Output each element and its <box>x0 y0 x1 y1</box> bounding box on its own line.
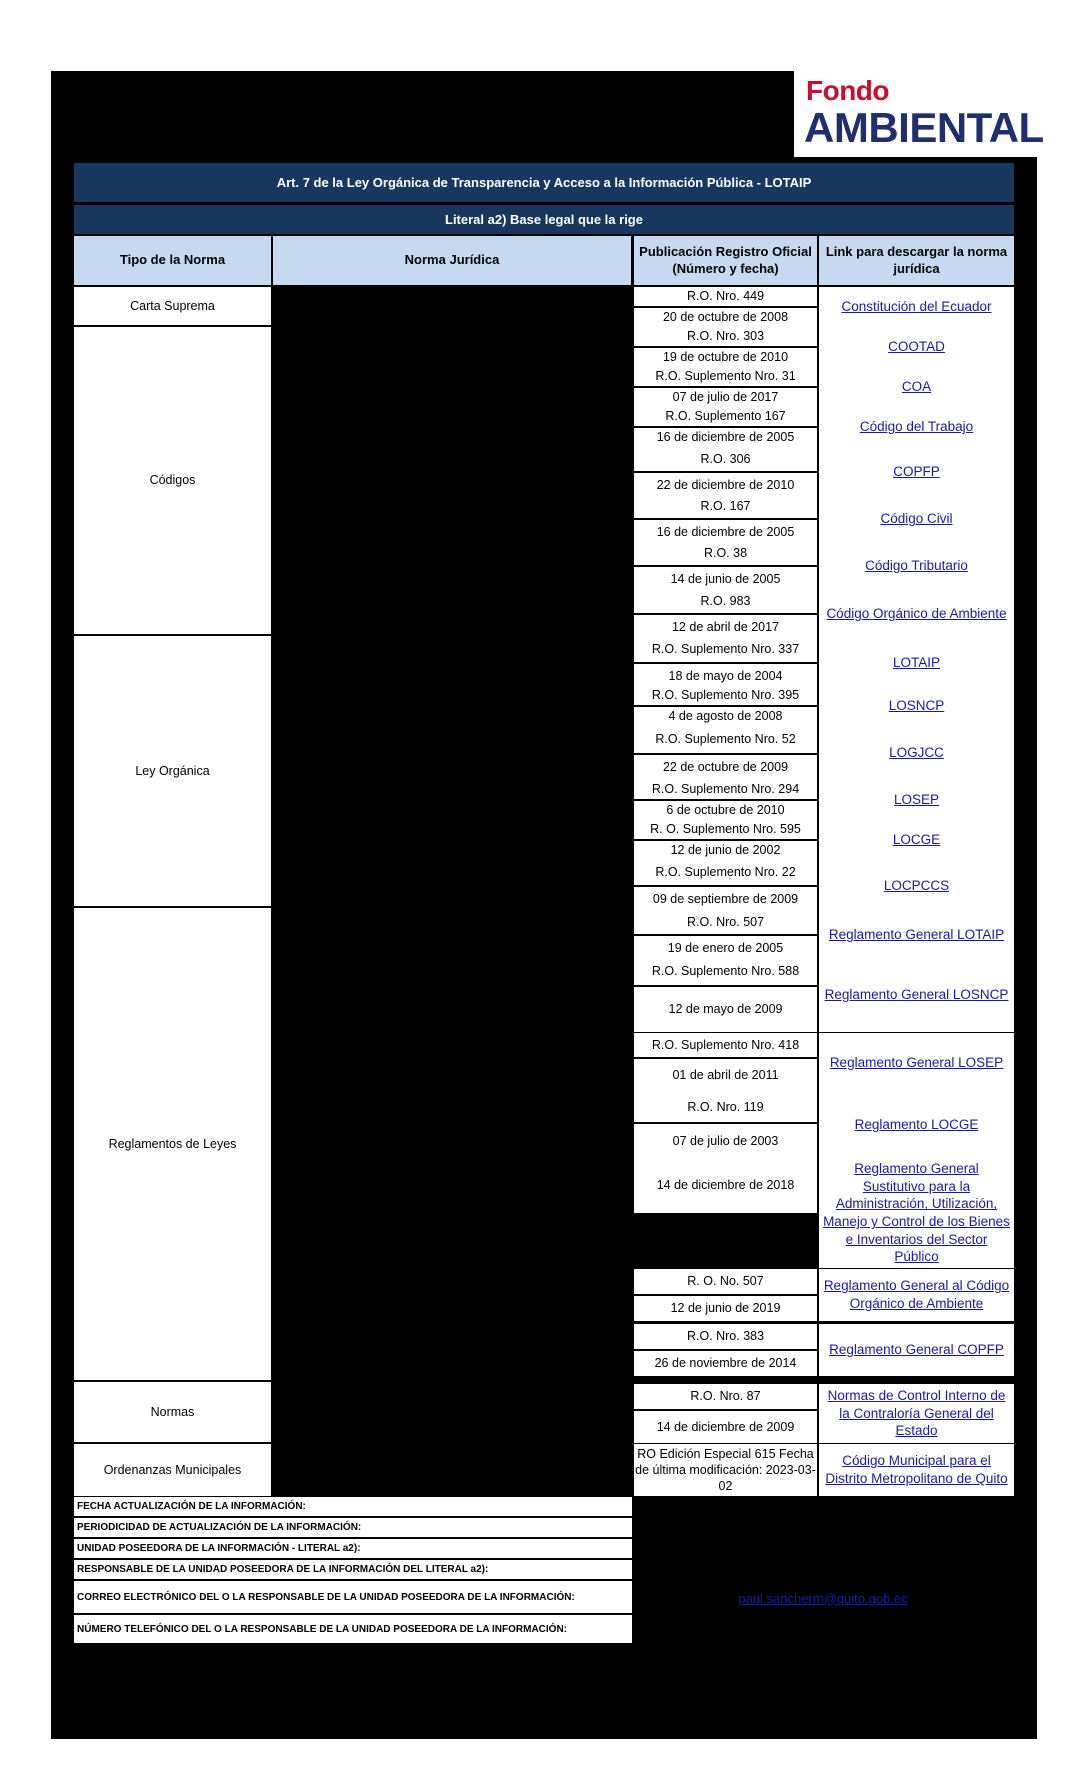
publication-number: R.O. Nro. 507 <box>634 910 817 934</box>
norma-download-link[interactable]: COA <box>819 367 1014 407</box>
table-title: Art. 7 de la Ley Orgánica de Transparencia y Acceso a la Información Pública - LOTAIP <box>74 163 1014 202</box>
publication-date: 12 de junio de 2019 <box>634 1296 817 1321</box>
publication-date: 20 de octubre de 2008 <box>634 308 817 327</box>
norma-download-link[interactable]: COPFP <box>819 447 1014 497</box>
publication-date: 16 de diciembre de 2005 <box>634 428 817 447</box>
publication-number: R.O. 167 <box>634 494 817 518</box>
type-cell: Carta Suprema <box>74 287 271 325</box>
publication-date: 07 de julio de 2003 <box>634 1124 817 1158</box>
publication-date: 22 de octubre de 2009 <box>634 755 817 780</box>
publication-date: 09 de septiembre de 2009 <box>634 887 817 911</box>
publication-date: 12 de abril de 2017 <box>634 615 817 639</box>
footer-label: CORREO ELECTRÓNICO DEL O LA RESPONSABLE DE LA UNIDAD POSEEDORA DE LA INFORMACIÓN: <box>74 1581 632 1613</box>
footer-label: UNIDAD POSEEDORA DE LA INFORMACIÓN - LITERAL a2): <box>74 1539 632 1558</box>
publication-date: 14 de diciembre de 2009 <box>634 1411 817 1443</box>
norma-download-link[interactable]: Código del Trabajo <box>819 407 1014 447</box>
footer-label: FECHA ACTUALIZACIÓN DE LA INFORMACIÓN: <box>74 1497 632 1516</box>
norma-download-link[interactable]: Reglamento General LOTAIP <box>819 910 1014 960</box>
publication-number: R.O. Suplemento Nro. 588 <box>634 958 817 985</box>
publication-number: RO Edición Especial 615 Fecha de última modificación: 2023-03-02 <box>634 1444 817 1496</box>
publication-number: R.O. Nro. 449 <box>634 287 817 306</box>
publication-date: 14 de junio de 2005 <box>634 567 817 591</box>
norma-download-link[interactable]: LOTAIP <box>819 636 1014 689</box>
norma-download-link[interactable]: COOTAD <box>819 327 1014 367</box>
publication-date: 6 de octubre de 2010 <box>634 801 817 820</box>
norma-download-link[interactable]: Reglamento General LOSEP <box>819 1033 1014 1092</box>
type-cell: Normas <box>74 1382 271 1442</box>
norma-download-link[interactable]: Reglamento General COPFP <box>819 1324 1014 1376</box>
type-cell: Ley Orgánica <box>74 636 271 906</box>
publication-date: 14 de diciembre de 2018 <box>634 1158 817 1213</box>
publication-date: 18 de mayo de 2004 <box>634 664 817 689</box>
publication-number: R.O. Suplemento 167 <box>634 407 817 426</box>
publication-number: R.O. Suplemento Nro. 52 <box>634 726 817 753</box>
norma-download-link[interactable]: Código Orgánico de Ambiente <box>819 589 1014 639</box>
norma-download-link[interactable]: LOSNCP <box>819 686 1014 726</box>
footer-label: NÚMERO TELEFÓNICO DEL O LA RESPONSABLE DE LA UNIDAD POSEEDORA DE LA INFORMACIÓN: <box>74 1615 632 1643</box>
publication-number: R.O. Suplemento Nro. 395 <box>634 686 817 705</box>
publication-number: R.O. Nro. 87 <box>634 1384 817 1409</box>
publication-number: R. O. No. 507 <box>634 1269 817 1294</box>
norma-download-link[interactable]: LOCPCCS <box>819 860 1014 911</box>
table-subtitle: Literal a2) Base legal que la rige <box>74 205 1014 234</box>
norma-download-link[interactable]: Normas de Control Interno de la Contraloría General del Estado <box>819 1384 1014 1443</box>
publication-date: 07 de julio de 2017 <box>634 388 817 407</box>
header-norma: Norma Jurídica <box>273 236 631 285</box>
norma-download-link[interactable]: LOGJCC <box>819 726 1014 780</box>
norma-download-link[interactable]: Código Municipal para el Distrito Metropolitano de Quito <box>819 1444 1014 1496</box>
publication-number: R.O. Suplemento Nro. 418 <box>634 1033 817 1057</box>
footer-label: PERIODICIDAD DE ACTUALIZACIÓN DE LA INFORMACIÓN: <box>74 1518 632 1537</box>
footer-label: RESPONSABLE DE LA UNIDAD POSEEDORA DE LA INFORMACIÓN DEL LITERAL a2): <box>74 1560 632 1579</box>
publication-date: 19 de enero de 2005 <box>634 936 817 960</box>
responsable-email-link[interactable]: paul.sancherm@quito.gob.ec <box>738 1590 908 1606</box>
publication-date: 01 de abril de 2011 <box>634 1059 817 1092</box>
norma-download-link[interactable]: Reglamento General LOSNCP <box>819 958 1014 1032</box>
norma-download-link[interactable]: Reglamento LOCGE <box>819 1092 1014 1158</box>
publication-date: 4 de agosto de 2008 <box>634 707 817 726</box>
publication-number: R.O. 38 <box>634 541 817 565</box>
norma-download-link[interactable]: Código Tributario <box>819 541 1014 591</box>
norma-download-link[interactable]: LOSEP <box>819 780 1014 820</box>
publication-number: R.O. Suplemento Nro. 31 <box>634 367 817 386</box>
fondo-ambiental-logo: Fondo AMBIENTAL <box>794 71 1038 157</box>
norma-download-link[interactable]: Reglamento General Sustitutivo para la Administración, Utilización, Manejo y Control de los Bienes e Inventarios del Sector Público <box>819 1158 1014 1268</box>
publication-date: 22 de diciembre de 2010 <box>634 473 817 497</box>
norma-download-link[interactable]: Constitución del Ecuador <box>819 287 1014 327</box>
publication-number: R.O. Suplemento Nro. 294 <box>634 780 817 799</box>
publication-date: 19 de octubre de 2010 <box>634 348 817 367</box>
publication-number: R.O. Suplemento Nro. 22 <box>634 860 817 885</box>
publication-number: R.O. Nro. 383 <box>634 1324 817 1349</box>
publication-number: R.O. Nro. 303 <box>634 327 817 346</box>
type-cell: Reglamentos de Leyes <box>74 908 271 1380</box>
publication-number: R.O. Suplemento Nro. 337 <box>634 636 817 662</box>
publication-date: 16 de diciembre de 2005 <box>634 520 817 544</box>
publication-number: R. O. Suplemento Nro. 595 <box>634 820 817 839</box>
publication-date: 12 de junio de 2002 <box>634 841 817 860</box>
header-publicacion: Publicación Registro Oficial (Número y fecha) <box>634 236 817 285</box>
publication-number: R.O. 983 <box>634 589 817 613</box>
header-tipo: Tipo de la Norma <box>74 236 271 285</box>
publication-date: 12 de mayo de 2009 <box>634 987 817 1032</box>
publication-number: R.O. 306 <box>634 447 817 471</box>
publication-date: 26 de noviembre de 2014 <box>634 1351 817 1376</box>
norma-download-link[interactable]: Código Civil <box>819 494 1014 544</box>
type-cell: Códigos <box>74 327 271 634</box>
publication-number: R.O. Nro. 119 <box>634 1092 817 1122</box>
norma-download-link[interactable]: Reglamento General al Código Orgánico de Ambiente <box>819 1269 1014 1321</box>
header-link: Link para descargar la norma jurídica <box>819 236 1014 285</box>
type-cell: Ordenanzas Municipales <box>74 1444 271 1496</box>
norma-download-link[interactable]: LOCGE <box>819 820 1014 860</box>
